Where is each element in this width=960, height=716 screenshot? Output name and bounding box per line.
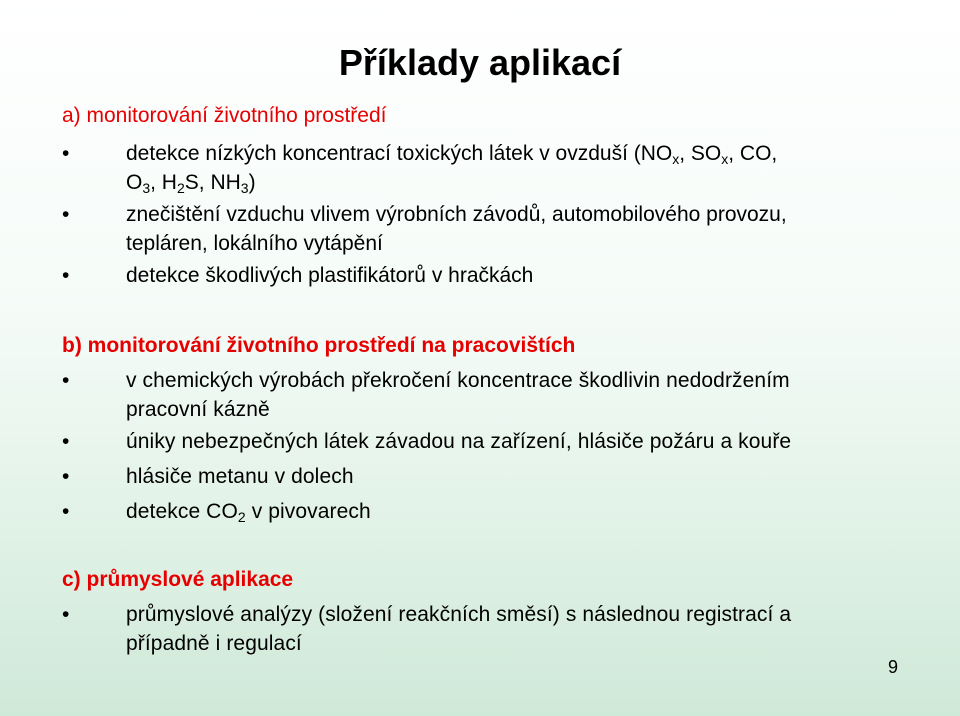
list-item-line: znečištění vzduchu vlivem výrobních závodů, automobilového provozu, bbox=[126, 203, 787, 226]
list-item-line: detekce nízkých koncentrací toxických látek v ovzduší ($NO_x$, $SO_x$, CO, bbox=[126, 142, 778, 167]
list-item-text bbox=[126, 366, 916, 424]
list-item-line: hlásiče metanu v dolech bbox=[126, 465, 354, 488]
list-item-line: detekce $CO_2$ v pivovarech bbox=[126, 500, 371, 525]
list-item-line: úniky nebezpečných látek závadou na zařízení, hlásiče požáru a kouře bbox=[126, 430, 792, 453]
bullet-icon: • bbox=[62, 264, 70, 287]
page-number: 9 bbox=[887, 657, 898, 677]
bullet-icon: • bbox=[62, 500, 70, 523]
list-item-text bbox=[126, 427, 916, 456]
bullet-icon: • bbox=[62, 369, 70, 392]
list-item-text bbox=[126, 462, 916, 491]
list-item-line: detekce škodlivých plastifikátorů v hračkách bbox=[126, 264, 534, 287]
bullet-icon: • bbox=[62, 142, 70, 165]
bullet-icon: • bbox=[62, 603, 70, 626]
list-item-line: pracovní kázně bbox=[126, 398, 270, 421]
list-item-text bbox=[126, 261, 916, 290]
section-heading-a: a) monitorování životního prostředí bbox=[62, 104, 387, 127]
list-item-line: $O_3$, $H_2S$, $NH_3$) bbox=[126, 171, 256, 196]
list-item-line: průmyslové analýzy (složení reakčních směsí) s následnou registrací a bbox=[126, 603, 792, 626]
list-item-line: tepláren, lokálního vytápění bbox=[126, 232, 383, 255]
list-item-text bbox=[126, 200, 916, 258]
bullet-icon: • bbox=[62, 203, 70, 226]
bullet-icon: • bbox=[62, 465, 70, 488]
bullet-icon: • bbox=[62, 430, 70, 453]
list-item-text bbox=[126, 497, 916, 526]
list-item-line: v chemických výrobách překročení koncentrace škodlivin nedodržením bbox=[126, 369, 790, 392]
list-item-line: případně i regulací bbox=[126, 632, 302, 655]
list-item-text bbox=[126, 139, 916, 197]
slide-title: Příklady aplikací bbox=[338, 42, 622, 84]
list-item-text bbox=[126, 600, 916, 658]
section-heading-c: c) průmyslové aplikace bbox=[62, 568, 294, 591]
section-heading-b: b) monitorování životního prostředí na pracovištích bbox=[62, 334, 576, 357]
